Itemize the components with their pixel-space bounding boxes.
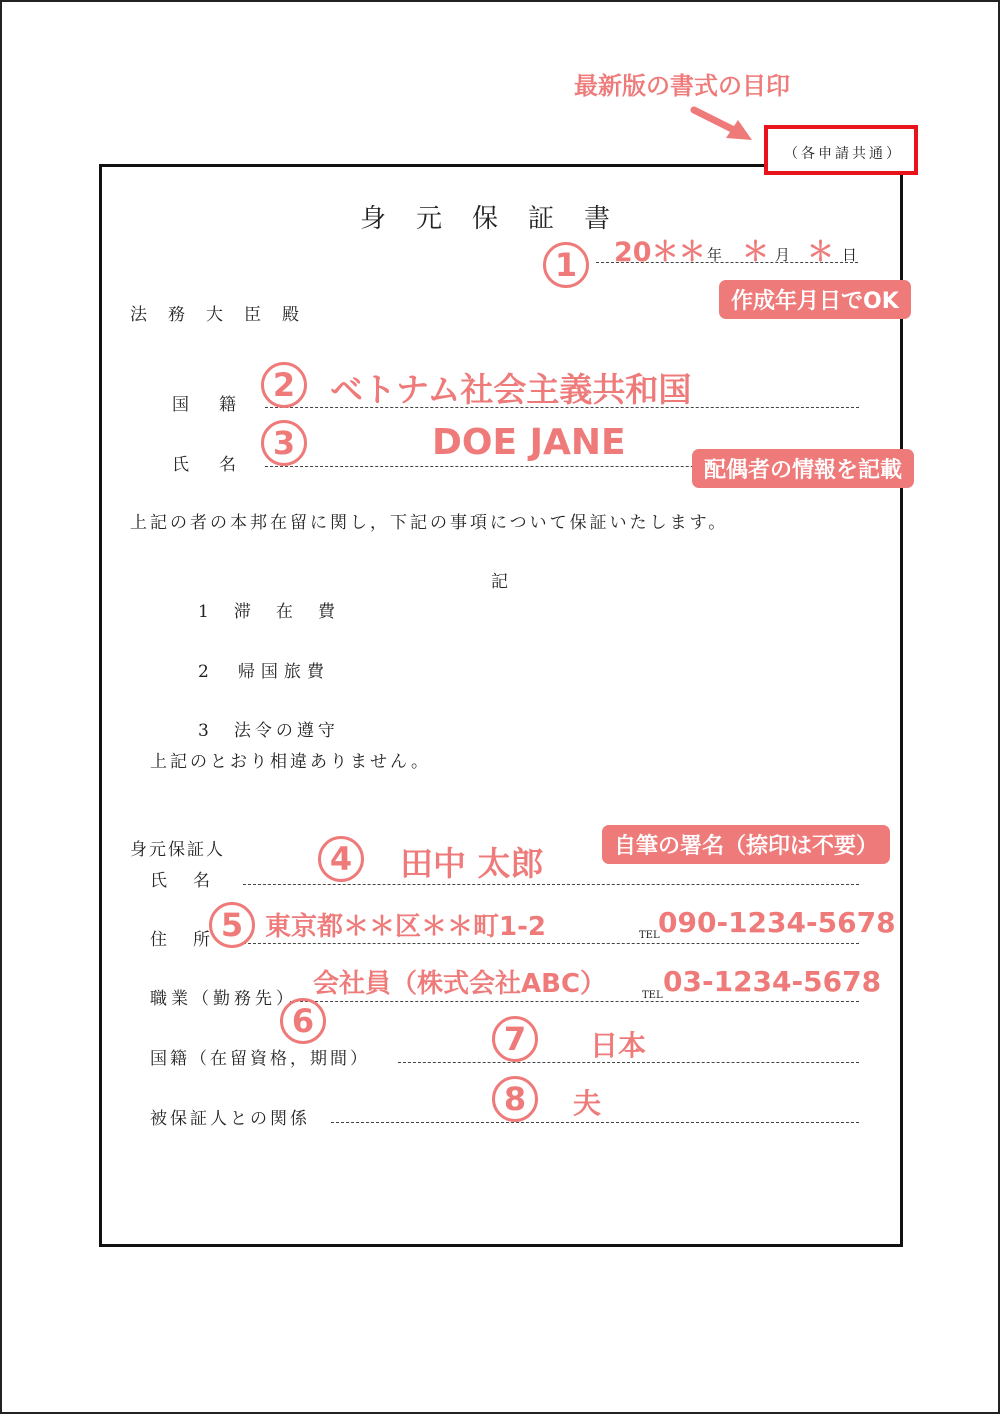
date-month-value: ＊	[742, 237, 769, 268]
guarantee-statement: 上記の者の本邦在留に関し，下記の事項について保証いたします。	[130, 513, 729, 533]
nationality-value: ベトナム社会主義共和国	[330, 370, 692, 409]
circle-number-7: 7	[492, 1016, 538, 1062]
date-year-suffix: 年	[707, 246, 723, 264]
annotation-arrow-icon	[690, 104, 758, 144]
occupation-label: 職業（勤務先）	[150, 989, 297, 1009]
date-month-suffix: 月	[775, 246, 791, 264]
circle-number-1: 1	[543, 242, 589, 288]
guarantor-nationality-value: 日本	[590, 1029, 647, 1062]
circle-number-3: 3	[261, 420, 307, 466]
address-label: 住所	[150, 930, 236, 950]
item-1: 1 滞 在 費	[198, 602, 339, 622]
latest-form-annotation: 最新版の書式の目印	[574, 72, 790, 100]
relationship-label: 被保証人との関係	[150, 1109, 310, 1129]
address-tel-value: 090-1234-5678	[658, 906, 896, 939]
circle-number-2: 2	[261, 362, 307, 408]
date-year-value: 20＊＊	[614, 237, 706, 268]
guarantor-heading: 身元保証人	[130, 840, 225, 860]
date-day-suffix: 日	[842, 246, 858, 264]
address-value: 東京都＊＊区＊＊町1-2	[265, 912, 546, 942]
ki-heading: 記	[491, 572, 510, 592]
signature-note-badge: 自筆の署名（捺印は不要）	[602, 825, 890, 864]
guarantor-nationality-label: 国籍（在留資格，期間）	[150, 1049, 370, 1069]
guarantor-name-line	[243, 884, 859, 885]
item-3: 3 法令の遵守	[198, 721, 339, 741]
occupation-value: 会社員（株式会社ABC）	[313, 969, 607, 999]
confirm-statement: 上記のとおり相違ありません。	[150, 752, 432, 772]
guarantor-name-label: 氏名	[150, 871, 236, 891]
nationality-label: 国籍	[172, 395, 266, 415]
spouse-note-badge: 配偶者の情報を記載	[692, 449, 914, 488]
name-label: 氏名	[172, 455, 266, 475]
circle-number-8: 8	[492, 1076, 538, 1122]
circle-number-5: 5	[209, 902, 255, 948]
circle-number-4: 4	[318, 836, 364, 882]
guarantor-name-value: 田中 太郎	[400, 844, 544, 883]
circle-number-6: 6	[280, 998, 326, 1044]
addressee: 法務大臣殿	[130, 305, 320, 325]
occupation-line	[290, 1001, 859, 1002]
relationship-value: 夫	[573, 1087, 602, 1120]
occupation-tel-label: TEL	[642, 990, 663, 1001]
relationship-line	[331, 1122, 859, 1123]
form-variant-marker	[764, 125, 918, 175]
name-value: DOE JANE	[432, 422, 626, 463]
form-variant-text: （各申請共通）	[784, 146, 903, 162]
date-day-value: ＊	[807, 237, 834, 268]
date-note-badge: 作成年月日でOK	[719, 280, 911, 319]
item-2: 2 帰国旅費	[198, 662, 330, 682]
occupation-tel-value: 03-1234-5678	[663, 965, 882, 998]
address-tel-label: TEL	[639, 930, 660, 941]
document-title: 身元保証書	[360, 204, 641, 234]
address-line	[243, 943, 859, 944]
